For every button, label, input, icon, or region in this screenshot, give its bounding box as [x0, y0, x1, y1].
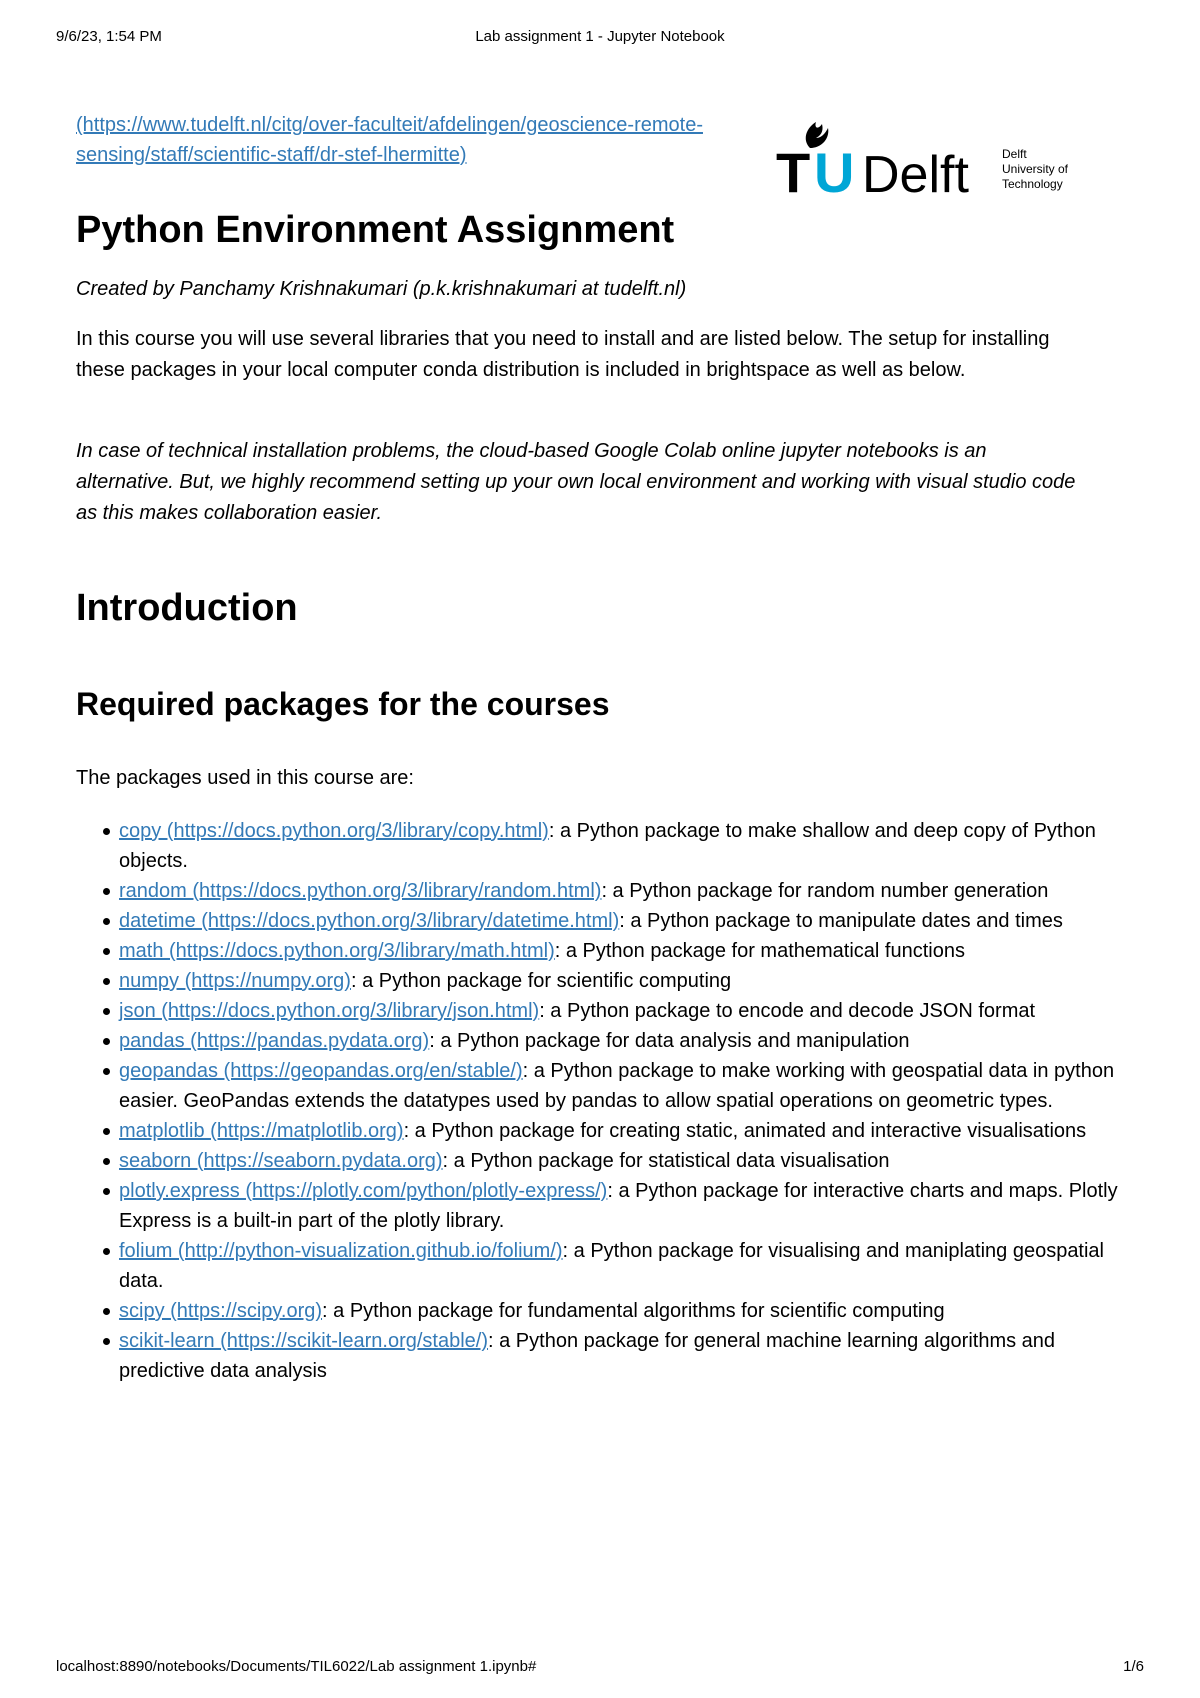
logo-u: U: [814, 141, 855, 200]
page-number: 1/6: [1123, 1658, 1144, 1675]
list-item: [119, 1326, 1129, 1386]
staff-page-link[interactable]: (https://www.tudelft.nl/citg/over-faculteit/afdelingen/geoscience-remote-sensing/staff/scientific-staff/dr-stef-lhermitte): [76, 114, 703, 166]
package-link[interactable]: scipy (https://scipy.org): [119, 1300, 323, 1322]
tudelft-logo: [776, 110, 1086, 200]
introduction-heading: Introduction: [76, 587, 298, 629]
package-description: : a Python package for mathematical functions: [554, 940, 965, 962]
package-description: : a Python package to make shallow and deep copy of Python objects.: [119, 820, 1096, 872]
list-item: [119, 1116, 1129, 1146]
package-link[interactable]: json (https://docs.python.org/3/library/json.html): [119, 1000, 540, 1022]
logo-line-3: Technology: [1002, 177, 1063, 191]
package-link[interactable]: pandas (https://pandas.pydata.org): [119, 1030, 430, 1052]
list-item: [119, 816, 1129, 876]
package-description: : a Python package to manipulate dates and times: [619, 910, 1063, 932]
list-item: [119, 966, 1129, 996]
package-link[interactable]: geopandas (https://geopandas.org/en/stable/): [119, 1060, 523, 1082]
packages-heading: Required packages for the courses: [76, 686, 610, 722]
list-item: [119, 996, 1129, 1026]
intro-paragraph: In this course you will use several libraries that you need to install and are listed below. The setup for installing these packages in your local computer conda distribution is included in brightspace as well as below.: [76, 328, 1050, 381]
package-description: : a Python package for data analysis and manipulation: [429, 1030, 910, 1052]
list-item: [119, 1176, 1129, 1236]
package-description: : a Python package to make working with geospatial data in python easier. GeoPandas extends the datatypes used by pandas to allow spatial operations on geometric types.: [119, 1060, 1115, 1112]
logo-delft: Delft: [862, 146, 969, 200]
print-title: Lab assignment 1 - Jupyter Notebook: [475, 28, 725, 45]
package-description: : a Python package for statistical data visualisation: [442, 1150, 890, 1172]
logo-line-1: Delft: [1002, 147, 1027, 161]
print-url: localhost:8890/notebooks/Documents/TIL6022/Lab assignment 1.ipynb#: [56, 1658, 537, 1675]
package-description: : a Python package for creating static, animated and interactive visualisations: [403, 1120, 1087, 1142]
packages-list: [76, 816, 1129, 1386]
package-link[interactable]: copy (https://docs.python.org/3/library/copy.html): [119, 820, 549, 842]
list-item: [119, 1026, 1129, 1056]
package-description: : a Python package for interactive charts and maps. Plotly Express is a built-in part of the plotly library.: [119, 1180, 1118, 1232]
list-item: [119, 876, 1129, 906]
package-description: : a Python package for general machine learning algorithms and predictive data analysis: [119, 1330, 1056, 1382]
print-footer: [56, 1658, 1144, 1678]
package-link[interactable]: numpy (https://numpy.org): [119, 970, 351, 992]
page-title: Python Environment Assignment: [76, 209, 675, 251]
package-link[interactable]: seaborn (https://seaborn.pydata.org): [119, 1150, 443, 1172]
package-description: : a Python package for visualising and maniplating geospatial data.: [119, 1240, 1105, 1292]
list-item: [119, 906, 1129, 936]
byline: Created by Panchamy Krishnakumari (p.k.krishnakumari at tudelft.nl): [76, 278, 687, 300]
print-datetime: 9/6/23, 1:54 PM: [56, 28, 162, 45]
package-link[interactable]: datetime (https://docs.python.org/3/library/datetime.html): [119, 910, 620, 932]
list-item: [119, 1056, 1129, 1116]
package-link[interactable]: math (https://docs.python.org/3/library/math.html): [119, 940, 555, 962]
colab-note-paragraph: In case of technical installation problems, the cloud-based Google Colab online jupyter notebooks is an alternative. But, we highly recommend setting up your own local environment and working with visual studio code as this makes collaboration easier.: [76, 440, 1076, 524]
package-description: : a Python package for random number generation: [601, 880, 1049, 902]
print-header: [56, 28, 1144, 48]
packages-list-intro: The packages used in this course are:: [76, 767, 414, 789]
package-description: : a Python package to encode and decode JSON format: [539, 1000, 1036, 1022]
list-item: [119, 1236, 1129, 1296]
package-description: : a Python package for scientific computing: [350, 970, 732, 992]
logo-t: T: [776, 141, 811, 200]
list-item: [119, 1146, 1129, 1176]
package-link[interactable]: random (https://docs.python.org/3/library/random.html): [119, 880, 602, 902]
package-link[interactable]: scikit-learn (https://scikit-learn.org/stable/): [119, 1330, 489, 1352]
list-item: [119, 936, 1129, 966]
logo-line-2: University of: [1002, 162, 1069, 176]
package-link[interactable]: folium (http://python-visualization.github.io/folium/): [119, 1240, 563, 1262]
list-item: [119, 1296, 1129, 1326]
package-link[interactable]: plotly.express (https://plotly.com/python/plotly-express/): [119, 1180, 608, 1202]
package-description: : a Python package for fundamental algorithms for scientific computing: [322, 1300, 945, 1322]
package-link[interactable]: matplotlib (https://matplotlib.org): [119, 1120, 404, 1142]
